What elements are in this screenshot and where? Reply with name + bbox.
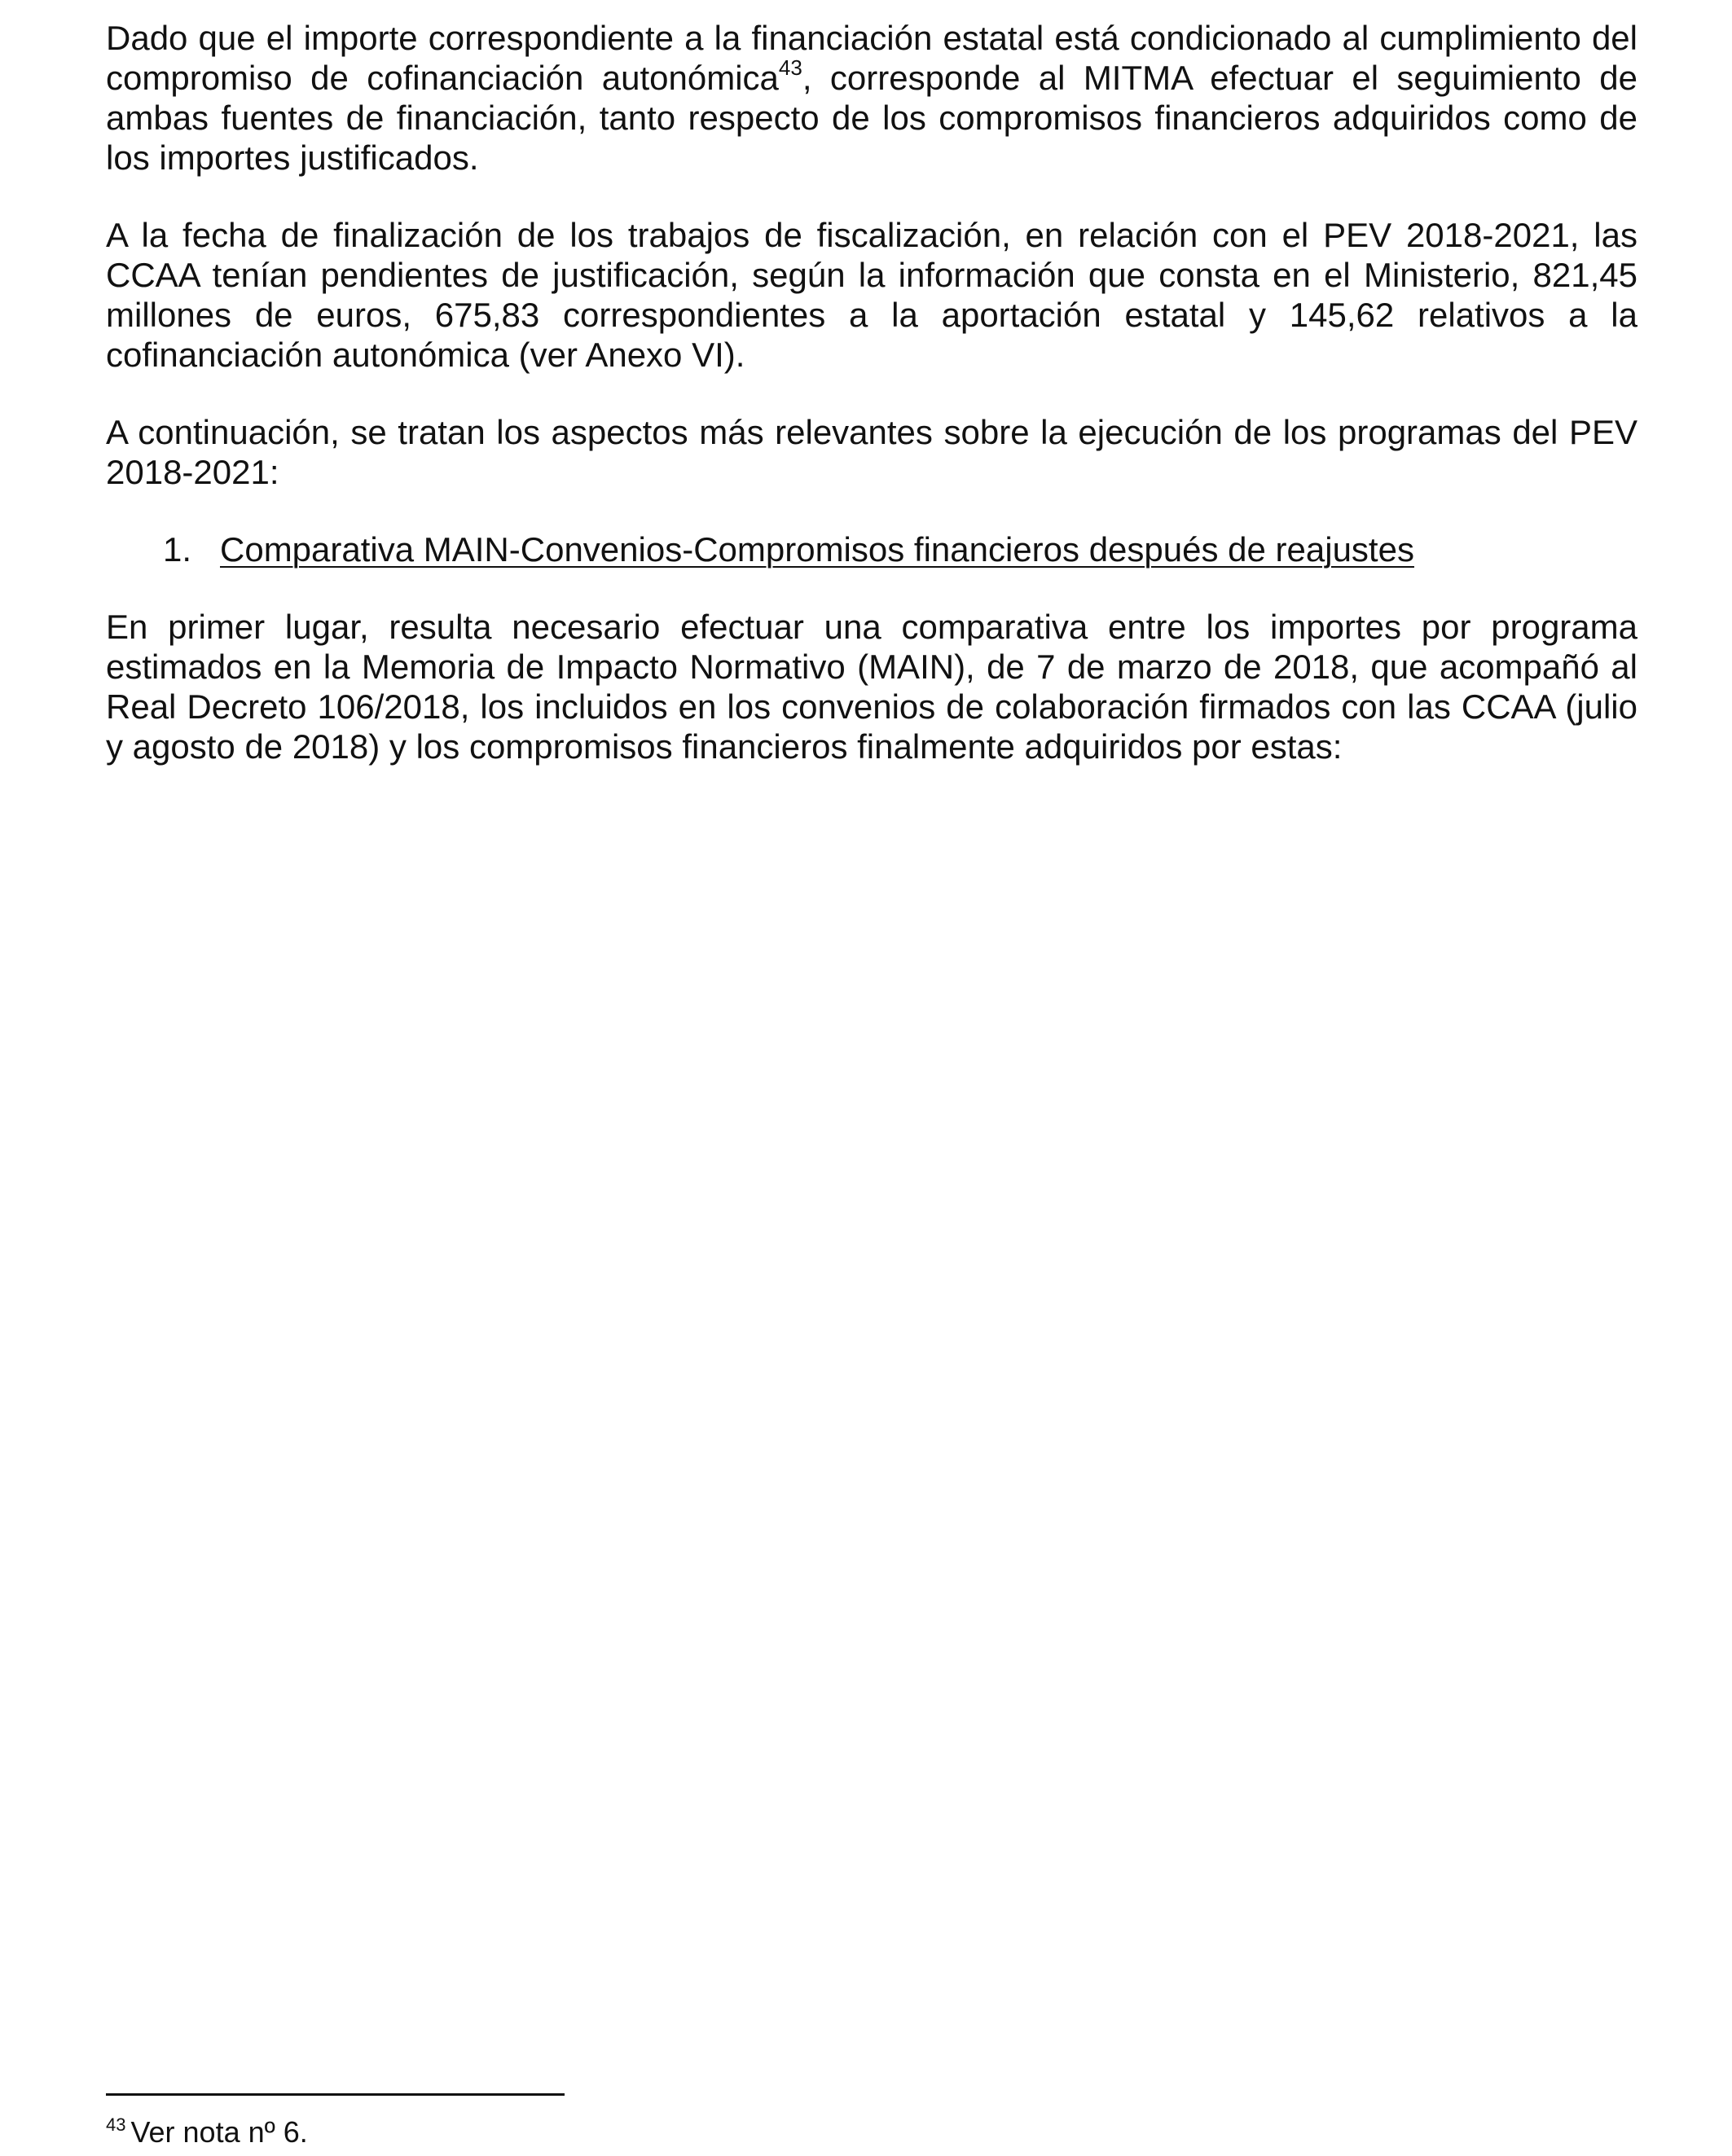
section-number: 1.	[163, 530, 192, 569]
footnote-text: Ver nota nº 6.	[130, 2115, 308, 2149]
document-body	[106, 18, 1637, 804]
section-heading	[106, 529, 1637, 569]
paragraph-financing-conditions	[106, 18, 1637, 178]
section-title: Comparativa MAIN-Convenios-Compromisos financieros después de reajustes	[220, 530, 1414, 569]
footnote	[106, 2116, 308, 2149]
footnote-reference[interactable]: 43	[778, 55, 802, 80]
paragraph-1-text-a: Dado que el importe correspondiente a la financiación estatal está condicionado al cumplimiento del compromiso de cofinanciación autonómica	[106, 19, 1637, 97]
paragraph-introduction: A continuación, se tratan los aspectos más relevantes sobre la ejecución de los programas del PEV 2018-2021:	[106, 413, 1637, 491]
footnote-number: 43	[106, 2114, 126, 2135]
paragraph-1-text-b: , corresponde al MITMA efectuar el seguimiento de ambas fuentes de financiación, tanto respecto de los compromisos financieros adquiridos como de los importes justificados.	[106, 59, 1637, 177]
footnote-separator	[106, 2093, 565, 2096]
paragraph-pending-justification: A la fecha de finalización de los trabajos de fiscalización, en relación con el PEV 2018-2021, las CCAA tenían pendientes de justificación, según la información que consta en el Ministerio, 821,45 millones de euros, 675,83 correspondientes a la aportación estatal y 145,62 relativos a la cofinanciación autonómica (ver Anexo VI).	[106, 216, 1637, 374]
paragraph-comparison: En primer lugar, resulta necesario efectuar una comparativa entre los importes por programa estimados en la Memoria de Impacto Normativo (MAIN), de 7 de marzo de 2018, que acompañó al Real Decreto 106/2018, los incluidos en los convenios de colaboración firmados con las CCAA (julio y agosto de 2018) y los compromisos financieros finalmente adquiridos por estas:	[106, 608, 1637, 766]
